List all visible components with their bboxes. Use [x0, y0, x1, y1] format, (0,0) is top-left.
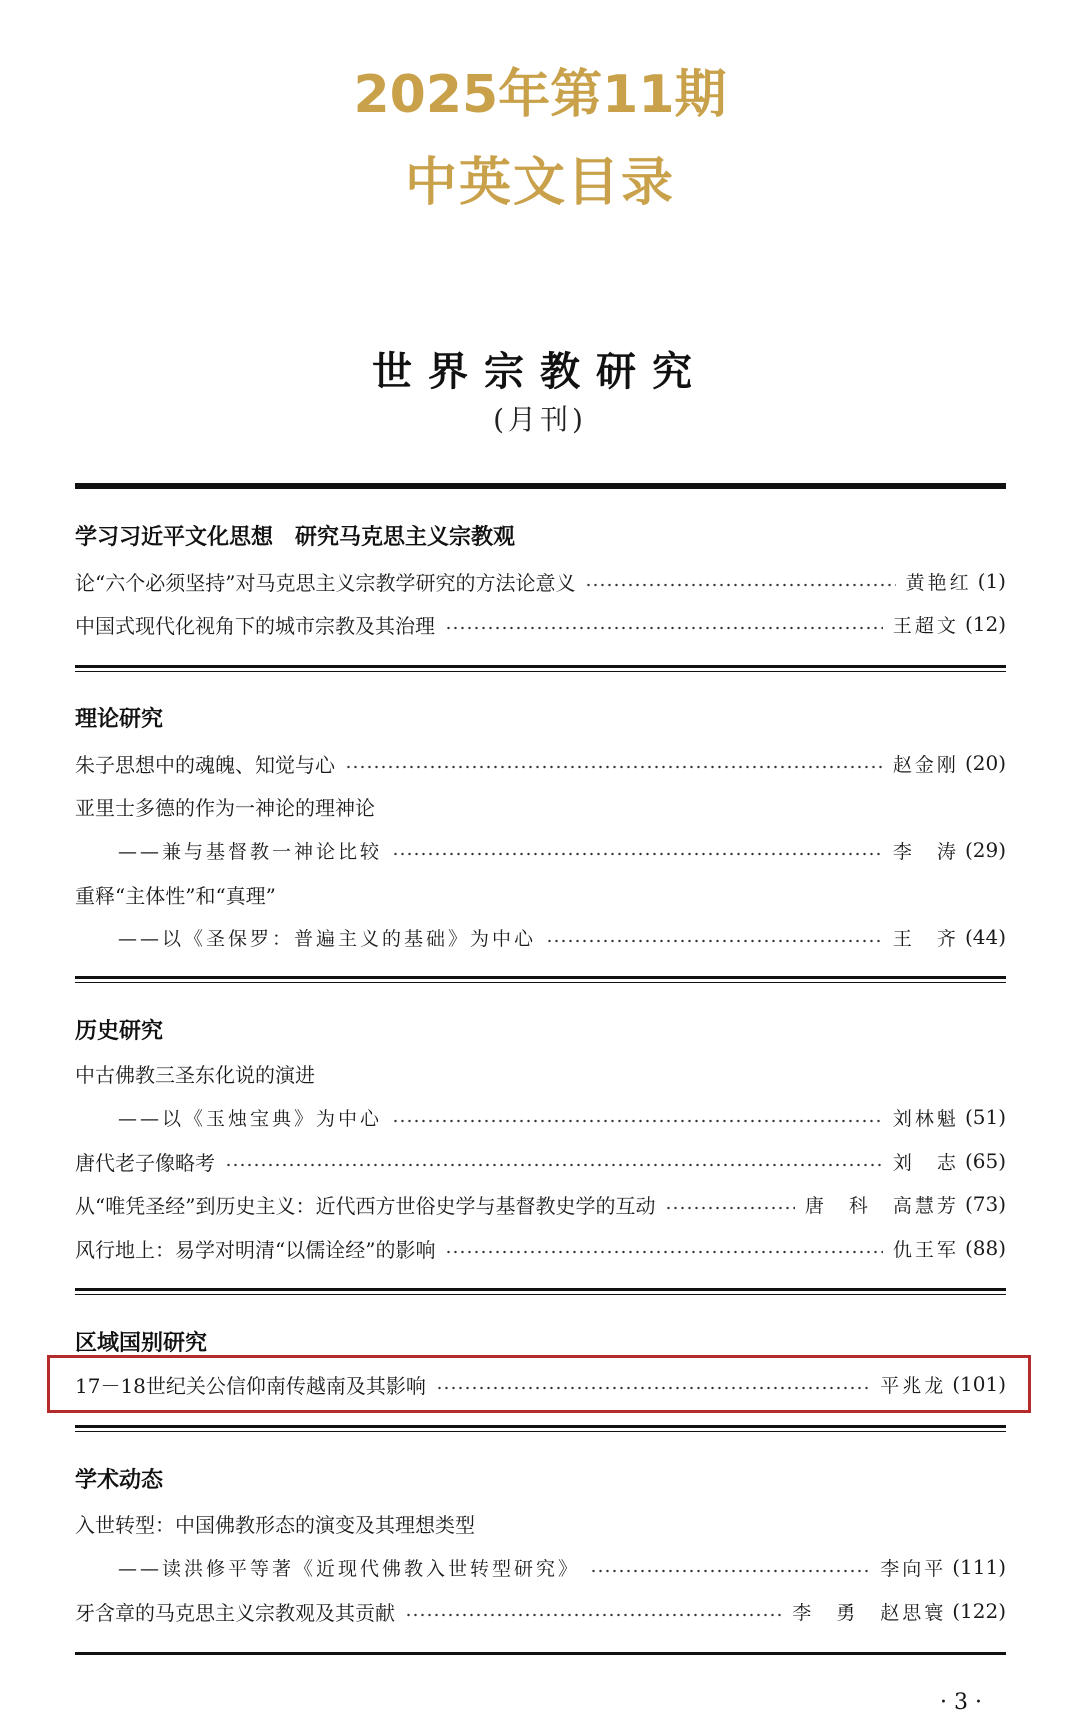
- entry-author: 王超文: [892, 614, 959, 637]
- section-divider: [75, 1425, 1006, 1432]
- section-divider: [75, 976, 1006, 983]
- dot-leader: [392, 1119, 883, 1123]
- journal-title: 世界宗教研究: [372, 349, 708, 395]
- toc-entry-subtitle-line[interactable]: [118, 1102, 1006, 1132]
- entry-title: 风行地上：易学对明清“以儒诠经”的影响: [75, 1237, 436, 1262]
- entry-author: 李向平: [880, 1557, 947, 1580]
- entry-author: 李 勇 赵思寰: [792, 1601, 947, 1624]
- entry-subtitle: ——读洪修平等著《近现代佛教入世转型研究》: [118, 1557, 581, 1580]
- toc-entry[interactable]: [75, 609, 1006, 639]
- entry-subtitle: ——兼与基督教一神论比较: [118, 840, 383, 863]
- entry-subtitle: ——以《圣保罗：普遍主义的基础》为中心: [118, 927, 537, 950]
- entry-author: 王 齐: [892, 927, 959, 950]
- entry-page: (111): [952, 1555, 1006, 1579]
- toc-entry[interactable]: [75, 1146, 1006, 1176]
- entry-title: 唐代老子像略考: [75, 1150, 215, 1175]
- toc-entry[interactable]: [75, 1189, 1006, 1219]
- toc-entry-title-line[interactable]: [75, 1508, 1006, 1538]
- entry-title: 入世转型：中国佛教形态的演变及其理想类型: [75, 1512, 475, 1537]
- toc-entry-highlighted[interactable]: [75, 1369, 1006, 1399]
- issue-heading: 2025年第11期: [353, 65, 727, 125]
- entry-title: 从“唯凭圣经”到历史主义：近代西方世俗史学与基督教史学的互动: [75, 1193, 656, 1218]
- bottom-rule: [75, 1652, 1006, 1655]
- dot-leader: [445, 1250, 882, 1254]
- entry-page: (73): [964, 1192, 1006, 1216]
- entry-page: (65): [964, 1149, 1006, 1173]
- entry-author: 刘林魁: [892, 1107, 959, 1130]
- toc-entry[interactable]: [75, 566, 1006, 596]
- section-divider: [75, 665, 1006, 672]
- dot-leader: [585, 583, 895, 587]
- entry-page: (122): [952, 1599, 1006, 1623]
- entry-author: 刘 志: [892, 1151, 959, 1174]
- journal-subtitle: (月刊): [493, 403, 587, 436]
- entry-author: 唐 科 高慧芳: [804, 1194, 959, 1217]
- entry-page: (1): [977, 569, 1006, 593]
- toc-entry-subtitle-line[interactable]: [118, 922, 1006, 952]
- entry-subtitle: ——以《玉烛宝典》为中心: [118, 1107, 383, 1130]
- entry-title: 牙含章的马克思主义宗教观及其贡献: [75, 1600, 395, 1625]
- toc-entry[interactable]: [75, 1596, 1006, 1626]
- entry-page: (20): [964, 751, 1006, 775]
- entry-page: (51): [964, 1105, 1006, 1129]
- entry-author: 李 涛: [892, 840, 959, 863]
- section-divider: [75, 1288, 1006, 1295]
- entry-page: (44): [964, 925, 1006, 949]
- toc-entry-subtitle-line[interactable]: [118, 1552, 1006, 1582]
- dot-leader: [546, 939, 883, 943]
- section-title-regional: 区域国别研究: [75, 1331, 208, 1356]
- entry-title: 亚里士多德的作为一神论的理神论: [75, 795, 375, 820]
- toc-entry-title-line[interactable]: [75, 1058, 1006, 1088]
- page-number: · 3 ·: [940, 1690, 982, 1715]
- toc-heading: 中英文目录: [404, 153, 675, 213]
- section-title-xi-thought: 学习习近平文化思想 研究马克思主义宗教观: [75, 525, 516, 550]
- section-title-history: 历史研究: [75, 1019, 164, 1044]
- entry-page: (101): [952, 1372, 1006, 1396]
- section-title-theory: 理论研究: [75, 707, 164, 732]
- entry-title: 重释“主体性”和“真理”: [75, 883, 276, 908]
- entry-title: 论“六个必须坚持”对马克思主义宗教学研究的方法论意义: [75, 570, 576, 595]
- entry-title: 中古佛教三圣东化说的演进: [75, 1062, 315, 1087]
- toc-entry-title-line[interactable]: [75, 879, 1006, 909]
- toc-entry-subtitle-line[interactable]: [118, 835, 1006, 865]
- dot-leader: [445, 626, 883, 630]
- dot-leader: [665, 1206, 794, 1210]
- entry-title: 中国式现代化视角下的城市宗教及其治理: [75, 613, 435, 638]
- toc-entry[interactable]: [75, 748, 1006, 778]
- top-rule: [75, 483, 1006, 489]
- entry-title: 17－18世纪关公信仰南传越南及其影响: [75, 1373, 426, 1398]
- dot-leader: [345, 765, 883, 769]
- entry-page: (88): [964, 1236, 1006, 1260]
- toc-entry[interactable]: [75, 1233, 1006, 1263]
- entry-title: 朱子思想中的魂魄、知觉与心: [75, 752, 335, 777]
- entry-page: (12): [964, 612, 1006, 636]
- toc-entry-title-line[interactable]: [75, 791, 1006, 821]
- dot-leader: [405, 1613, 782, 1617]
- entry-author: 仇王军: [892, 1238, 959, 1261]
- entry-author: 黄艳红: [905, 571, 972, 594]
- entry-page: (29): [964, 838, 1006, 862]
- entry-author: 赵金刚: [892, 753, 959, 776]
- dot-leader: [590, 1569, 870, 1573]
- entry-author: 平兆龙: [880, 1374, 947, 1397]
- section-title-academic: 学术动态: [75, 1468, 164, 1493]
- dot-leader: [392, 852, 883, 856]
- dot-leader: [225, 1163, 883, 1167]
- dot-leader: [436, 1386, 870, 1390]
